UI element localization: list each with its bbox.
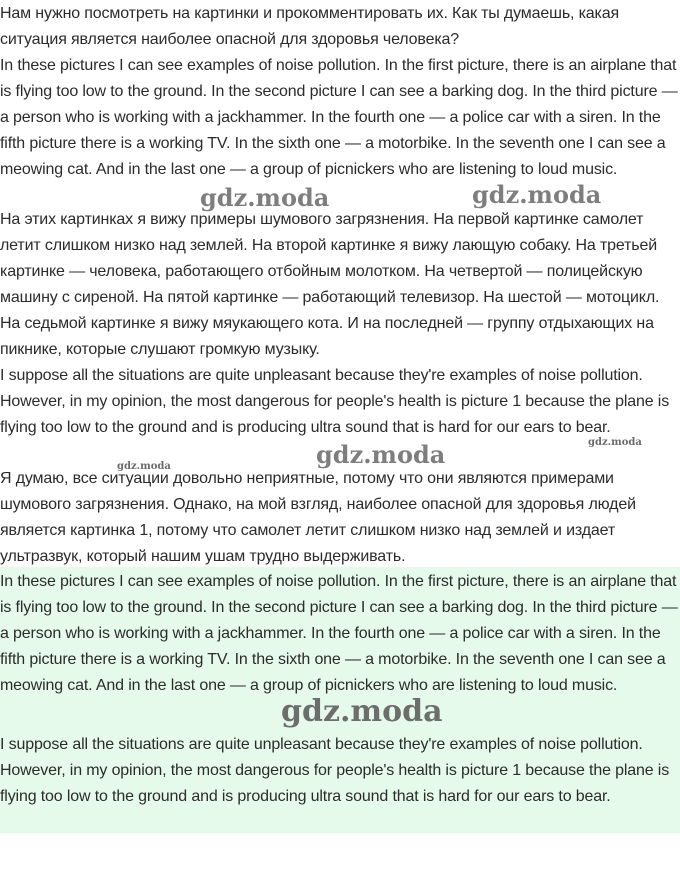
- paragraph-opinion-en-highlighted: I suppose all the situations are quite unpleasant because they're examples of noise pollution. However, in my opinion, the most dangerous for people's health is picture 1 because the plane is flying too low to the ground and is producing ultra sound that is hard for our ears to bear.: [0, 736, 670, 805]
- paragraph-question-ru: Нам нужно посмотреть на картинки и прокомментировать их. Как ты думаешь, какая ситуация является наиболее опасной для здоровья человека?: [0, 5, 620, 48]
- paragraph-pictures-ru: На этих картинках я вижу примеры шумового загрязнения. На первой картинке самолет летит слишком низко над землей. На второй картинке я вижу лающую собаку. На третьей картинке — человека, работающего отбойным молотком. На четвертой — полицейскую машину с сиреной. На пятой картинке — работающий телевизор. На шестой — мотоцикл. На седьмой картинке я вижу мяукающего кота. И на последней — группу отдыхающих на пикнике, которые слушают громкую музыку.: [0, 211, 660, 358]
- watermark-logo: gdz.moda: [281, 694, 443, 729]
- paragraph-opinion-ru: Я думаю, все ситуации довольно неприятные, потому что они являются примерами шумового загрязнения. Однако, на мой взгляд, наиболее опасной для здоровья людей является картинка 1, потому что самолет летит слишком низко над землей и издает ультразвук, который нашим ушам трудно выдерживать.: [0, 470, 636, 565]
- paragraph-pictures-en-highlighted: In these pictures I can see examples of noise pollution. In the first picture, there is an airplane that is flying too low to the ground. In the second picture I can see a barking dog. In the third picture — a person who is working with a jackhammer. In the fourth one — a police car with a siren. In the fifth picture there is a working TV. In the sixth one — a motorbike. In the seventh one I can see a meowing cat. And in the last one — a group of picnickers who are listening to loud music.: [0, 573, 678, 694]
- paragraph-opinion-en: I suppose all the situations are quite unpleasant because they're examples of noise pollution. However, in my opinion, the most dangerous for people's health is picture 1 because the plane is flying too low to the ground and is producing ultra sound that is hard for our ears to bear.: [0, 367, 670, 436]
- watermark-logo: gdz.moda: [316, 440, 446, 469]
- watermark-logo: gdz.moda: [588, 437, 642, 448]
- watermark-logo: gdz.moda: [117, 461, 171, 472]
- watermark-logo: gdz.moda: [472, 180, 602, 209]
- watermark-logo: gdz.moda: [200, 183, 330, 212]
- paragraph-pictures-en: In these pictures I can see examples of noise pollution. In the first picture, there is an airplane that is flying too low to the ground. In the second picture I can see a barking dog. In the third picture — a person who is working with a jackhammer. In the fourth one — a police car with a siren. In the fifth picture there is a working TV. In the sixth one — a motorbike. In the seventh one I can see a meowing cat. And in the last one — a group of picnickers who are listening to loud music.: [0, 57, 678, 178]
